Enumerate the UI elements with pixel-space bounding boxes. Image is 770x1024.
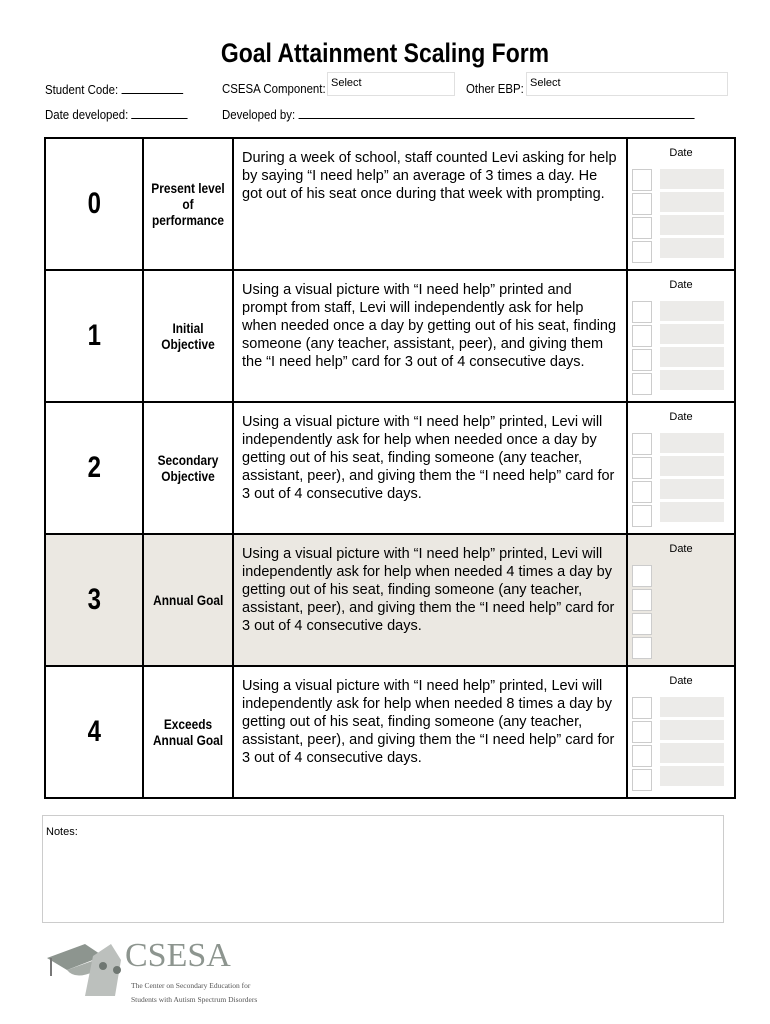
table-row bbox=[45, 270, 735, 402]
level-cell bbox=[143, 534, 233, 666]
date-input[interactable] bbox=[660, 301, 724, 321]
score-cell bbox=[45, 138, 143, 270]
date-input[interactable] bbox=[660, 370, 724, 390]
goal-scale-table bbox=[44, 137, 736, 799]
level-label: Annual Goal bbox=[152, 592, 224, 608]
developed-by-field[interactable] bbox=[222, 106, 694, 122]
description-cell: Using a visual picture with “I need help” printed, Levi will independently ask for help when needed 8 times a day by getting out of his seat, finding someone (any teacher, assistant, peer), and giving them the “I need help” card for 3 out of 4 consecutive days. bbox=[233, 666, 627, 798]
checkbox[interactable] bbox=[632, 697, 652, 719]
date-input[interactable] bbox=[660, 324, 724, 344]
level-label: Secondary Objective bbox=[157, 452, 219, 484]
date-label: Date bbox=[669, 279, 693, 291]
score: 2 bbox=[87, 451, 101, 484]
svg-text:The Center on Secondary Educat: The Center on Secondary Education for bbox=[131, 981, 251, 990]
checkbox[interactable] bbox=[632, 217, 652, 239]
date-label: Date bbox=[669, 411, 693, 423]
date-input[interactable] bbox=[660, 743, 724, 763]
score-cell bbox=[45, 270, 143, 402]
date-cell bbox=[627, 534, 735, 666]
date-developed-label: Date developed: bbox=[45, 107, 129, 122]
checkbox[interactable] bbox=[632, 433, 652, 455]
csesa-logo bbox=[45, 936, 295, 1017]
svg-text:CSESA: CSESA bbox=[125, 937, 231, 974]
component-select[interactable]: Select bbox=[327, 72, 455, 96]
student-code-field[interactable] bbox=[45, 81, 183, 97]
date-input[interactable] bbox=[660, 215, 724, 235]
ebp-label: Other EBP: bbox=[466, 81, 524, 96]
checkbox[interactable] bbox=[632, 349, 652, 371]
checkbox[interactable] bbox=[632, 169, 652, 191]
page-title: Goal Attainment Scaling Form bbox=[220, 38, 550, 68]
description-cell: Using a visual picture with “I need help” printed, Levi will independently ask for help when needed 4 times a day by getting out of his seat, finding someone (any teacher, assistant, peer), and giving them the “I need help” card for 3 out of 4 consecutive days. bbox=[233, 534, 627, 666]
checkbox[interactable] bbox=[632, 241, 652, 263]
level-label: Present level of performance bbox=[151, 180, 225, 228]
level-cell bbox=[143, 402, 233, 534]
checkbox[interactable] bbox=[632, 613, 652, 635]
level-label: Initial Objective bbox=[161, 320, 215, 352]
checkbox[interactable] bbox=[632, 565, 652, 587]
checkbox[interactable] bbox=[632, 745, 652, 767]
level-cell bbox=[143, 270, 233, 402]
date-input[interactable] bbox=[660, 766, 724, 786]
checkbox[interactable] bbox=[632, 589, 652, 611]
level-cell bbox=[143, 666, 233, 798]
table-row bbox=[45, 138, 735, 270]
date-cell bbox=[627, 402, 735, 534]
date-input[interactable] bbox=[660, 347, 724, 367]
date-input[interactable] bbox=[660, 720, 724, 740]
checkbox[interactable] bbox=[632, 505, 652, 527]
date-input[interactable] bbox=[660, 433, 724, 453]
graduation-cap-icon bbox=[45, 936, 295, 1012]
score-cell bbox=[45, 666, 143, 798]
date-label: Date bbox=[669, 147, 693, 159]
score-cell bbox=[45, 534, 143, 666]
date-label: Date bbox=[669, 675, 693, 687]
date-input[interactable] bbox=[660, 456, 724, 476]
description-cell: Using a visual picture with “I need help” printed and prompt from staff, Levi will independently ask for help when needed once a day by getting out of his seat, finding someone (any teacher, assistant, peer), and giving them the “I need help” card for 3 out of 4 consecutive days. bbox=[233, 270, 627, 402]
component-label: CSESA Component: bbox=[222, 81, 326, 96]
notes-label: Notes: bbox=[46, 826, 78, 838]
checkbox[interactable] bbox=[632, 193, 652, 215]
score: 3 bbox=[87, 583, 101, 616]
description-cell: During a week of school, staff counted Levi asking for help by saying “I need help” an average of 3 times a day. He got out of his seat once during that week with prompting. bbox=[233, 138, 627, 270]
checkbox[interactable] bbox=[632, 373, 652, 395]
level-label: Exceeds Annual Goal bbox=[152, 716, 224, 748]
notes-field[interactable] bbox=[42, 815, 724, 923]
date-input[interactable] bbox=[660, 169, 724, 189]
level-cell bbox=[143, 138, 233, 270]
student-code-label: Student Code: bbox=[45, 82, 119, 97]
score: 0 bbox=[87, 187, 101, 220]
date-cell bbox=[627, 138, 735, 270]
checkbox[interactable] bbox=[632, 457, 652, 479]
date-cell bbox=[627, 666, 735, 798]
table-row bbox=[45, 534, 735, 666]
checkbox[interactable] bbox=[632, 481, 652, 503]
date-input[interactable] bbox=[660, 502, 724, 522]
checkbox[interactable] bbox=[632, 721, 652, 743]
checkbox[interactable] bbox=[632, 769, 652, 791]
score: 4 bbox=[87, 715, 101, 748]
date-cell bbox=[627, 270, 735, 402]
table-row bbox=[45, 666, 735, 798]
table-row bbox=[45, 402, 735, 534]
description-cell: Using a visual picture with “I need help” printed, Levi will independently ask for help when needed once a day by getting out of his seat, finding someone (any teacher, assistant, peer), and giving them the “I need help” card for 3 out of 4 consecutive days. bbox=[233, 402, 627, 534]
svg-text:Students with Autism Spectrum: Students with Autism Spectrum Disorders bbox=[131, 995, 258, 1004]
developed-by-label: Developed by: bbox=[222, 107, 296, 122]
date-input[interactable] bbox=[660, 238, 724, 258]
checkbox[interactable] bbox=[632, 301, 652, 323]
date-input[interactable] bbox=[660, 192, 724, 212]
score-cell bbox=[45, 402, 143, 534]
checkbox[interactable] bbox=[632, 637, 652, 659]
ebp-select[interactable]: Select bbox=[526, 72, 728, 96]
date-input[interactable] bbox=[660, 697, 724, 717]
checkbox[interactable] bbox=[632, 325, 652, 347]
date-input[interactable] bbox=[660, 479, 724, 499]
date-developed-field[interactable] bbox=[45, 106, 188, 122]
date-label: Date bbox=[669, 543, 693, 555]
score: 1 bbox=[87, 319, 101, 352]
